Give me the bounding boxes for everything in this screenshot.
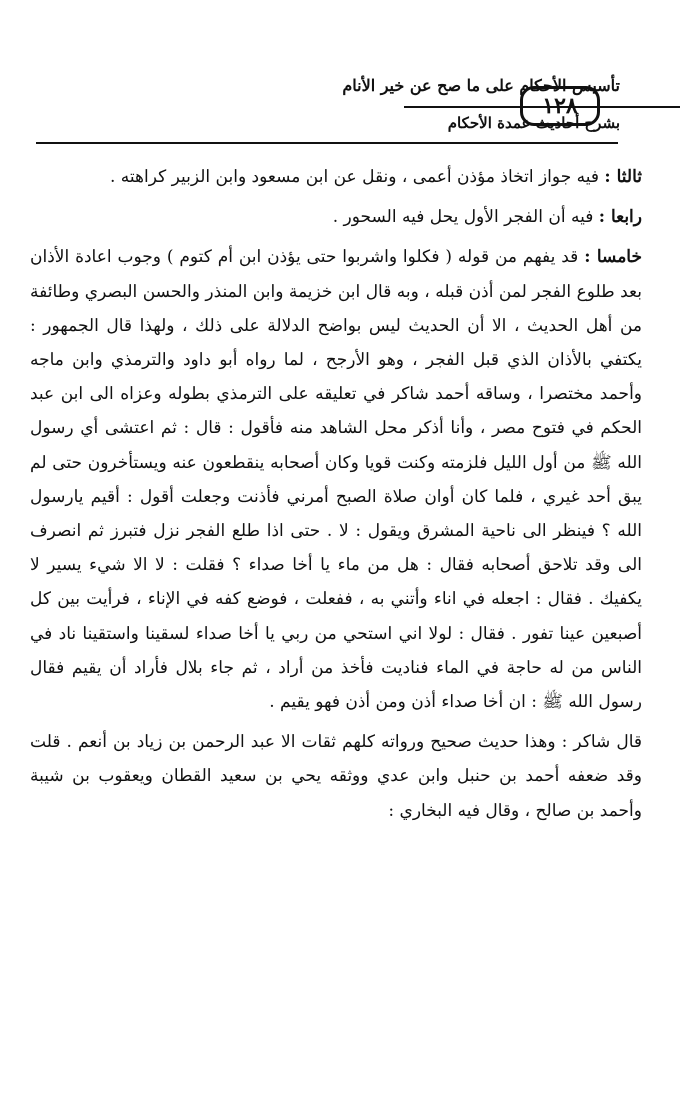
paragraph-lead: رابعا : [598, 207, 642, 228]
paragraph-text: قد يفهم من قوله ( فكلوا واشربوا حتى يؤذن ابن أم كتوم ) وجوب اعادة الأذان بعد طلوع الفجر لمن أذن قبله ، وبه قال ابن خزيمة وابن المنذر والحسن البصري وطائفة من أهل الحديث ، الا أن الحديث ليس بواضح الدلالة على ذلك ، ولهذا قال الجمهور : يكتفي بالأذان الذي قبل الفجر ، وهو الأرجح ، لما رواه أبو داود والترمذي وابن ماجه وأحمد مختصرا ، وساقه أحمد شاكر في تعليقه على الترمذي بطوله وعزاه الى ابن عبد الحكم في فتوح مصر ، وأنا أذكر محل الشاهد منه فأقول : قال : ثم اعتشى أي رسول الله ﷺ من أول الليل فلزمته وكنت قويا وكان أصحابه ينقطعون عنه ويستأخرون حتى لم يبق أحد غيري ، فلما كان أوان صلاة الصبح أمرني فأذنت وجعلت أقول : أقيم يارسول الله ؟ فينظر الى ناحية المشرق ويقول : لا . حتى اذا طلع الفجر نزل فتبرز ثم انصرف الى وقد تلاحق أصحابه فقال : هل من ماء يا أخا صداء ؟ فقلت : لا الا شيء يسير لا يكفيك . فقال : اجعله في اناء وأتني به ، ففعلت ، فوضع كفه في الإناء ، فرأيت بين كل أصبعين عينا تفور . فقال : لولا اني استحي من ربي يا أخا صداء لسقينا واستقينا ناد في الناس من له حاجة في الماء فناديت فأخذ من أراد ، ثم جاء بلال فأراد أن يقيم فقال رسول الله ﷺ : ان أخا صداء أذن ومن أذن فهو يقيم . [30, 247, 642, 713]
header-underline [36, 142, 618, 144]
paragraph-shakir [30, 725, 642, 828]
book-subtitle: بشرح أحاديث عمدة الأحكام [447, 114, 620, 132]
paragraph-lead: ثالثا : [604, 167, 642, 187]
paragraph-fourth [30, 200, 642, 234]
paragraph-text: فيه جواز اتخاذ مؤذن أعمى ، ونقل عن ابن مسعود وابن الزبير كراهته . [110, 167, 599, 187]
paragraph-lead: خامسا : [584, 247, 642, 268]
header-rule-right [604, 106, 680, 108]
paragraph-text: قال شاكر : وهذا حديث صحيح ورواته كلهم ثقات الا عبد الرحمن بن زياد بن أنعم . قلت وقد ضعفه أحمد بن حنبل وابن عدي ووثقه يحي بن سعيد القطان ويعقوب بن شيبة وأحمد بن صالح ، وقال فيه البخاري : [30, 732, 642, 821]
page-body [30, 160, 642, 828]
book-title: تأسيس الأحكام على ما صح عن خير الأنام [342, 76, 620, 95]
page-header [0, 0, 698, 150]
paragraph-third [30, 160, 642, 194]
page-number: ١٢٨ [520, 86, 600, 126]
paragraph-fifth [30, 240, 642, 719]
paragraph-text: فيه أن الفجر الأول يحل فيه السحور . [332, 207, 594, 228]
